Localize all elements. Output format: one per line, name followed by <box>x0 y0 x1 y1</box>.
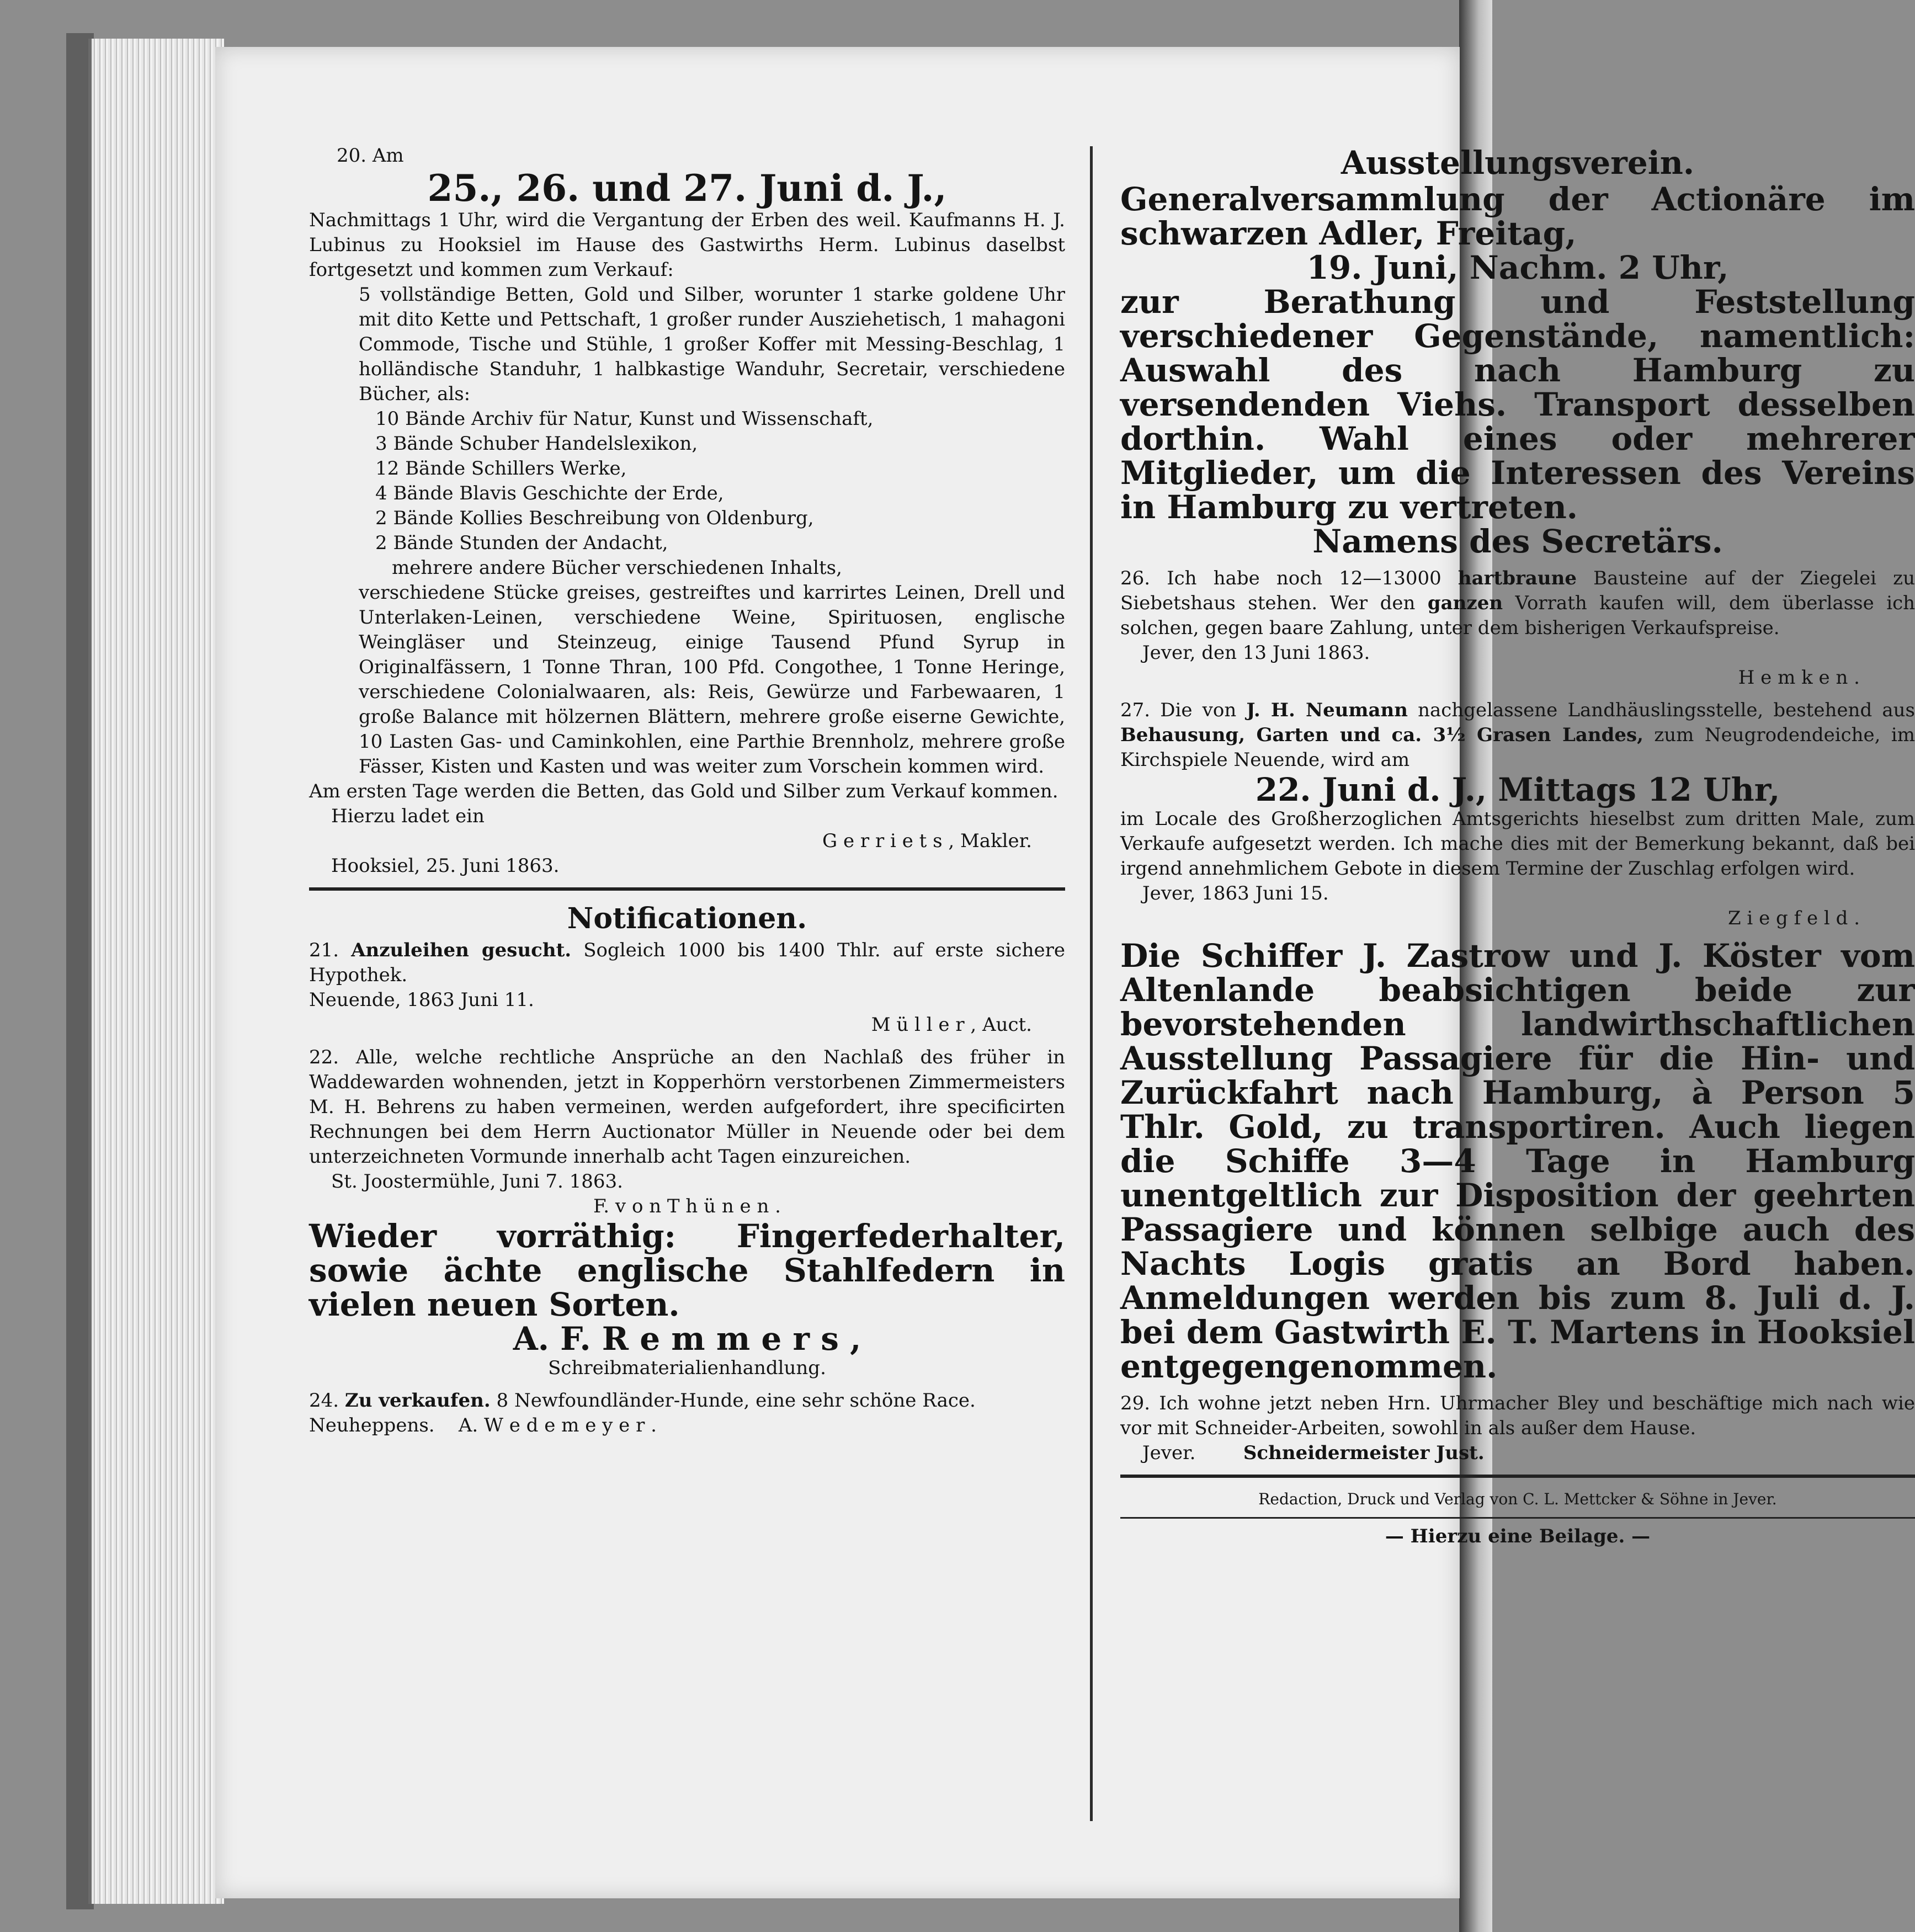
notice-heading: Ausstellungsverein. <box>1340 144 1695 182</box>
notice-signature: Namens des Secretärs. <box>1312 523 1723 560</box>
notice-date: 22. Juni d. J., Mittags 12 Uhr, <box>1255 771 1780 808</box>
notice-body: Die Schiffer J. Zastrow und J. Köster vom Altenlande beabsichtigen beide zur bevorstehenden landwirthschaftlichen Ausstellung Passagiere für die Hin- und Zurückfahrt nach Hamburg, à Person 5 Thlr. Gold, zu transportiren. Auch liegen die Schiffe 3—4 Tage in Hamburg unentgeltlich zur Disposition der geehrten Passagiere und können selbige auch des Nachts Logis gratis an Bord haben. Anmeldungen werden bis zum 8. Juli d. J. bei dem Gastwirth E. T. Martens in Hooksiel entgegengenommen. <box>1120 937 1915 1385</box>
book-item: 12 Bände Schillers Werke, <box>375 457 627 480</box>
notice-place-date: Jever, den 13 Juni 1863. <box>1142 642 1370 664</box>
notice-body: zur Berathung und Feststellung verschiedener Gegenstände, namentlich: Auswahl des nach Hamburg zu versendenden Viehs. Transport desselben dorthin. Wahl eines oder mehrerer Mitglieder, um die Interessen des Vereins in Hamburg zu vertreten. <box>1120 283 1915 526</box>
notice-21 <box>309 938 1065 1037</box>
notice-body: Sogleich 1000 bis 1400 Thlr. auf erste sichere Hypothek. <box>309 939 1065 986</box>
column-divider <box>1090 146 1093 1821</box>
book-item: 10 Bände Archiv für Natur, Kunst und Wissenschaft, <box>375 408 874 430</box>
notice-body: 27. Die von J. H. Neumann nachgelassene Landhäuslingsstelle, bestehend aus Behausung, Garten und ca. 3½ Grasen Landes, zum Neugrodendeiche, im Kirchspiele Neuende, wird am <box>1120 699 1915 771</box>
notice-headline: Zu verkaufen. <box>344 1390 491 1412</box>
notice-signature: G e r r i e t s , Makler. <box>822 830 1032 852</box>
book-item: 3 Bände Schuber Handelslexikon, <box>375 433 698 455</box>
notice-24 <box>309 1388 1065 1438</box>
notice-signature: M ü l l e r , Auct. <box>871 1014 1032 1036</box>
section-rule <box>309 887 1065 891</box>
notice-number: 20. Am <box>337 145 404 167</box>
book-item: 2 Bände Kollies Beschreibung von Oldenburg, <box>375 507 814 529</box>
footer-supplement: — Hierzu eine Beilage. — <box>1385 1525 1651 1547</box>
notice-closing: Am ersten Tage werden die Betten, das Gold und Silber zum Verkauf kommen. <box>309 780 1058 802</box>
notice-date-headline: 25., 26. und 27. Juni d. J., <box>427 167 947 210</box>
notice-body: Generalversammlung der Actionäre im schwarzen Adler, Freitag, <box>1120 180 1915 252</box>
notice-25 <box>1120 143 1915 558</box>
notice-body: 8 Newfoundländer-Hunde, eine sehr schöne Race. <box>496 1390 976 1412</box>
notice-place: Neuheppens. <box>309 1414 435 1436</box>
notice-number: 21. <box>309 939 339 961</box>
notice-26 <box>1120 566 1915 690</box>
notice-body: 29. Ich wohne jetzt neben Hrn. Uhrmacher Bley und beschäftige mich nach wie vor mit Schneider-Arbeiten, sowohl in als außer dem Hause. <box>1120 1392 1915 1439</box>
notice-body: 22. Alle, welche rechtliche Ansprüche an den Nachlaß des früher in Waddewarden wohnenden, jetzt in Kopperhörn verstorbenen Zimmermeisters M. H. Behrens zu haben vermeinen, werden aufgefordert, ihre specificirten Rechnungen bei dem Herrn Auctionator Müller in Neuende oder bei dem unterzeichneten Vormunde innerhalb acht Tagen einzureichen. <box>309 1046 1065 1168</box>
footer-rule <box>1120 1475 1915 1478</box>
advert-23 <box>309 1219 1065 1381</box>
notice-20 <box>309 143 1065 879</box>
notice-date: 19. Juni, Nachm. 2 Uhr, <box>1306 249 1729 286</box>
notice-signature: H e m k e n . <box>1738 667 1860 689</box>
notice-place-date: Hooksiel, 25. Juni 1863. <box>331 855 560 877</box>
section-heading: Notificationen. <box>567 902 807 935</box>
advert-text: Wieder vorräthig: Fingerfederhalter, sowie ächte englische Stahlfedern in vielen neuen Sorten. <box>309 1217 1065 1323</box>
books-list <box>309 407 1065 581</box>
notice-place-date: St. Joostermühle, Juni 7. 1863. <box>331 1170 623 1193</box>
notice-number: 24. <box>309 1390 339 1412</box>
footer-rule-thin <box>1120 1517 1915 1519</box>
notice-body: im Locale des Großherzoglichen Amtsgerichts hieselbst zum dritten Male, zum Verkaufe aufgesetzt werden. Ich mache dies mit der Bemerkung bekannt, daß bei irgend annehmlichem Gebote in diesem Termine der Zuschlag erfolgen wird. <box>1120 808 1915 880</box>
notice-place-date: Jever, 1863 Juni 15. <box>1142 882 1329 904</box>
book-item: 4 Bände Blavis Geschichte der Erde, <box>375 482 724 504</box>
advert-business: Schreibmaterialienhandlung. <box>548 1357 826 1379</box>
notice-body: 26. Ich habe noch 12—13000 hartbraune Bausteine auf der Ziegelei zu Siebetshaus stehen. Wer den ganzen Vorrath kaufen will, dem überlasse ich solchen, gegen baare Zahlung, unter dem bisherigen Verkaufspreise. <box>1120 567 1915 639</box>
notice-intro: Nachmittags 1 Uhr, wird die Vergantung der Erben des weil. Kaufmanns H. J. Lubinus zu Hooksiel im Hause des Gastwirths Herm. Lubinus daselbst fortgesetzt und kommen zum Verkauf: <box>309 209 1065 281</box>
notice-29 <box>1120 1391 1915 1466</box>
notice-signature: Schneidermeister Just. <box>1243 1442 1485 1464</box>
right-column <box>1120 143 1915 1549</box>
notice-invite: Hierzu ladet ein <box>331 805 485 827</box>
notice-signature: A. W e d e m e y e r . <box>458 1414 657 1436</box>
goods-list-intro: 5 vollständige Betten, Gold und Silber, worunter 1 starke goldene Uhr mit dito Kette und Pettschaft, 1 großer runder Ausziehetisch, 1 mahagoni Commode, Tische und Stühle, 1 großer Koffer mit Messing-Beschlag, 1 holländische Standuhr, 1 halbkastige Wanduhr, Secretair, verschiedene Bücher, als: <box>359 284 1065 405</box>
notice-28 <box>1120 939 1915 1383</box>
notice-signature: Z i e g f e l d . <box>1728 907 1860 929</box>
notice-signature: F. v o n T h ü n e n . <box>593 1195 781 1217</box>
book-item: mehrere andere Bücher verschiedenen Inhalts, <box>392 557 842 579</box>
footer-imprint: Redaction, Druck und Verlag von C. L. Mettcker & Söhne in Jever. <box>1258 1490 1777 1508</box>
notice-headline: Anzuleihen gesucht. <box>351 939 572 961</box>
notice-22 <box>309 1045 1065 1219</box>
notice-27 <box>1120 698 1915 931</box>
notice-place-date: Neuende, 1863 Juni 11. <box>309 989 534 1011</box>
left-column <box>309 143 1065 1438</box>
notice-place: Jever. <box>1142 1442 1196 1464</box>
goods-list-rest: verschiedene Stücke greises, gestreiftes und karrirtes Leinen, Drell und Unterlaken-Leinen, verschiedene Weine, Spirituosen, englische Weingläser und Steinzeug, einige Tausend Pfund Syrup in Originalfässern, 1 Tonne Thran, 100 Pfd. Congothee, 1 Tonne Heringe, verschiedene Colonialwaaren, als: Reis, Gewürze und Farbewaaren, 1 große Balance mit hölzernen Blättern, mehrere große eiserne Gewichte, 10 Lasten Gas- und Caminkohlen, eine Parthie Brennholz, mehrere große Fässer, Kisten und Kasten und was weiter zum Vorschein kommen wird. <box>359 582 1065 778</box>
page-stack-edge <box>88 39 224 1904</box>
advert-name: A. F. R e m m e r s , <box>513 1320 861 1358</box>
book-item: 2 Bände Stunden der Andacht, <box>375 532 668 554</box>
newspaper-page <box>215 47 1915 1898</box>
